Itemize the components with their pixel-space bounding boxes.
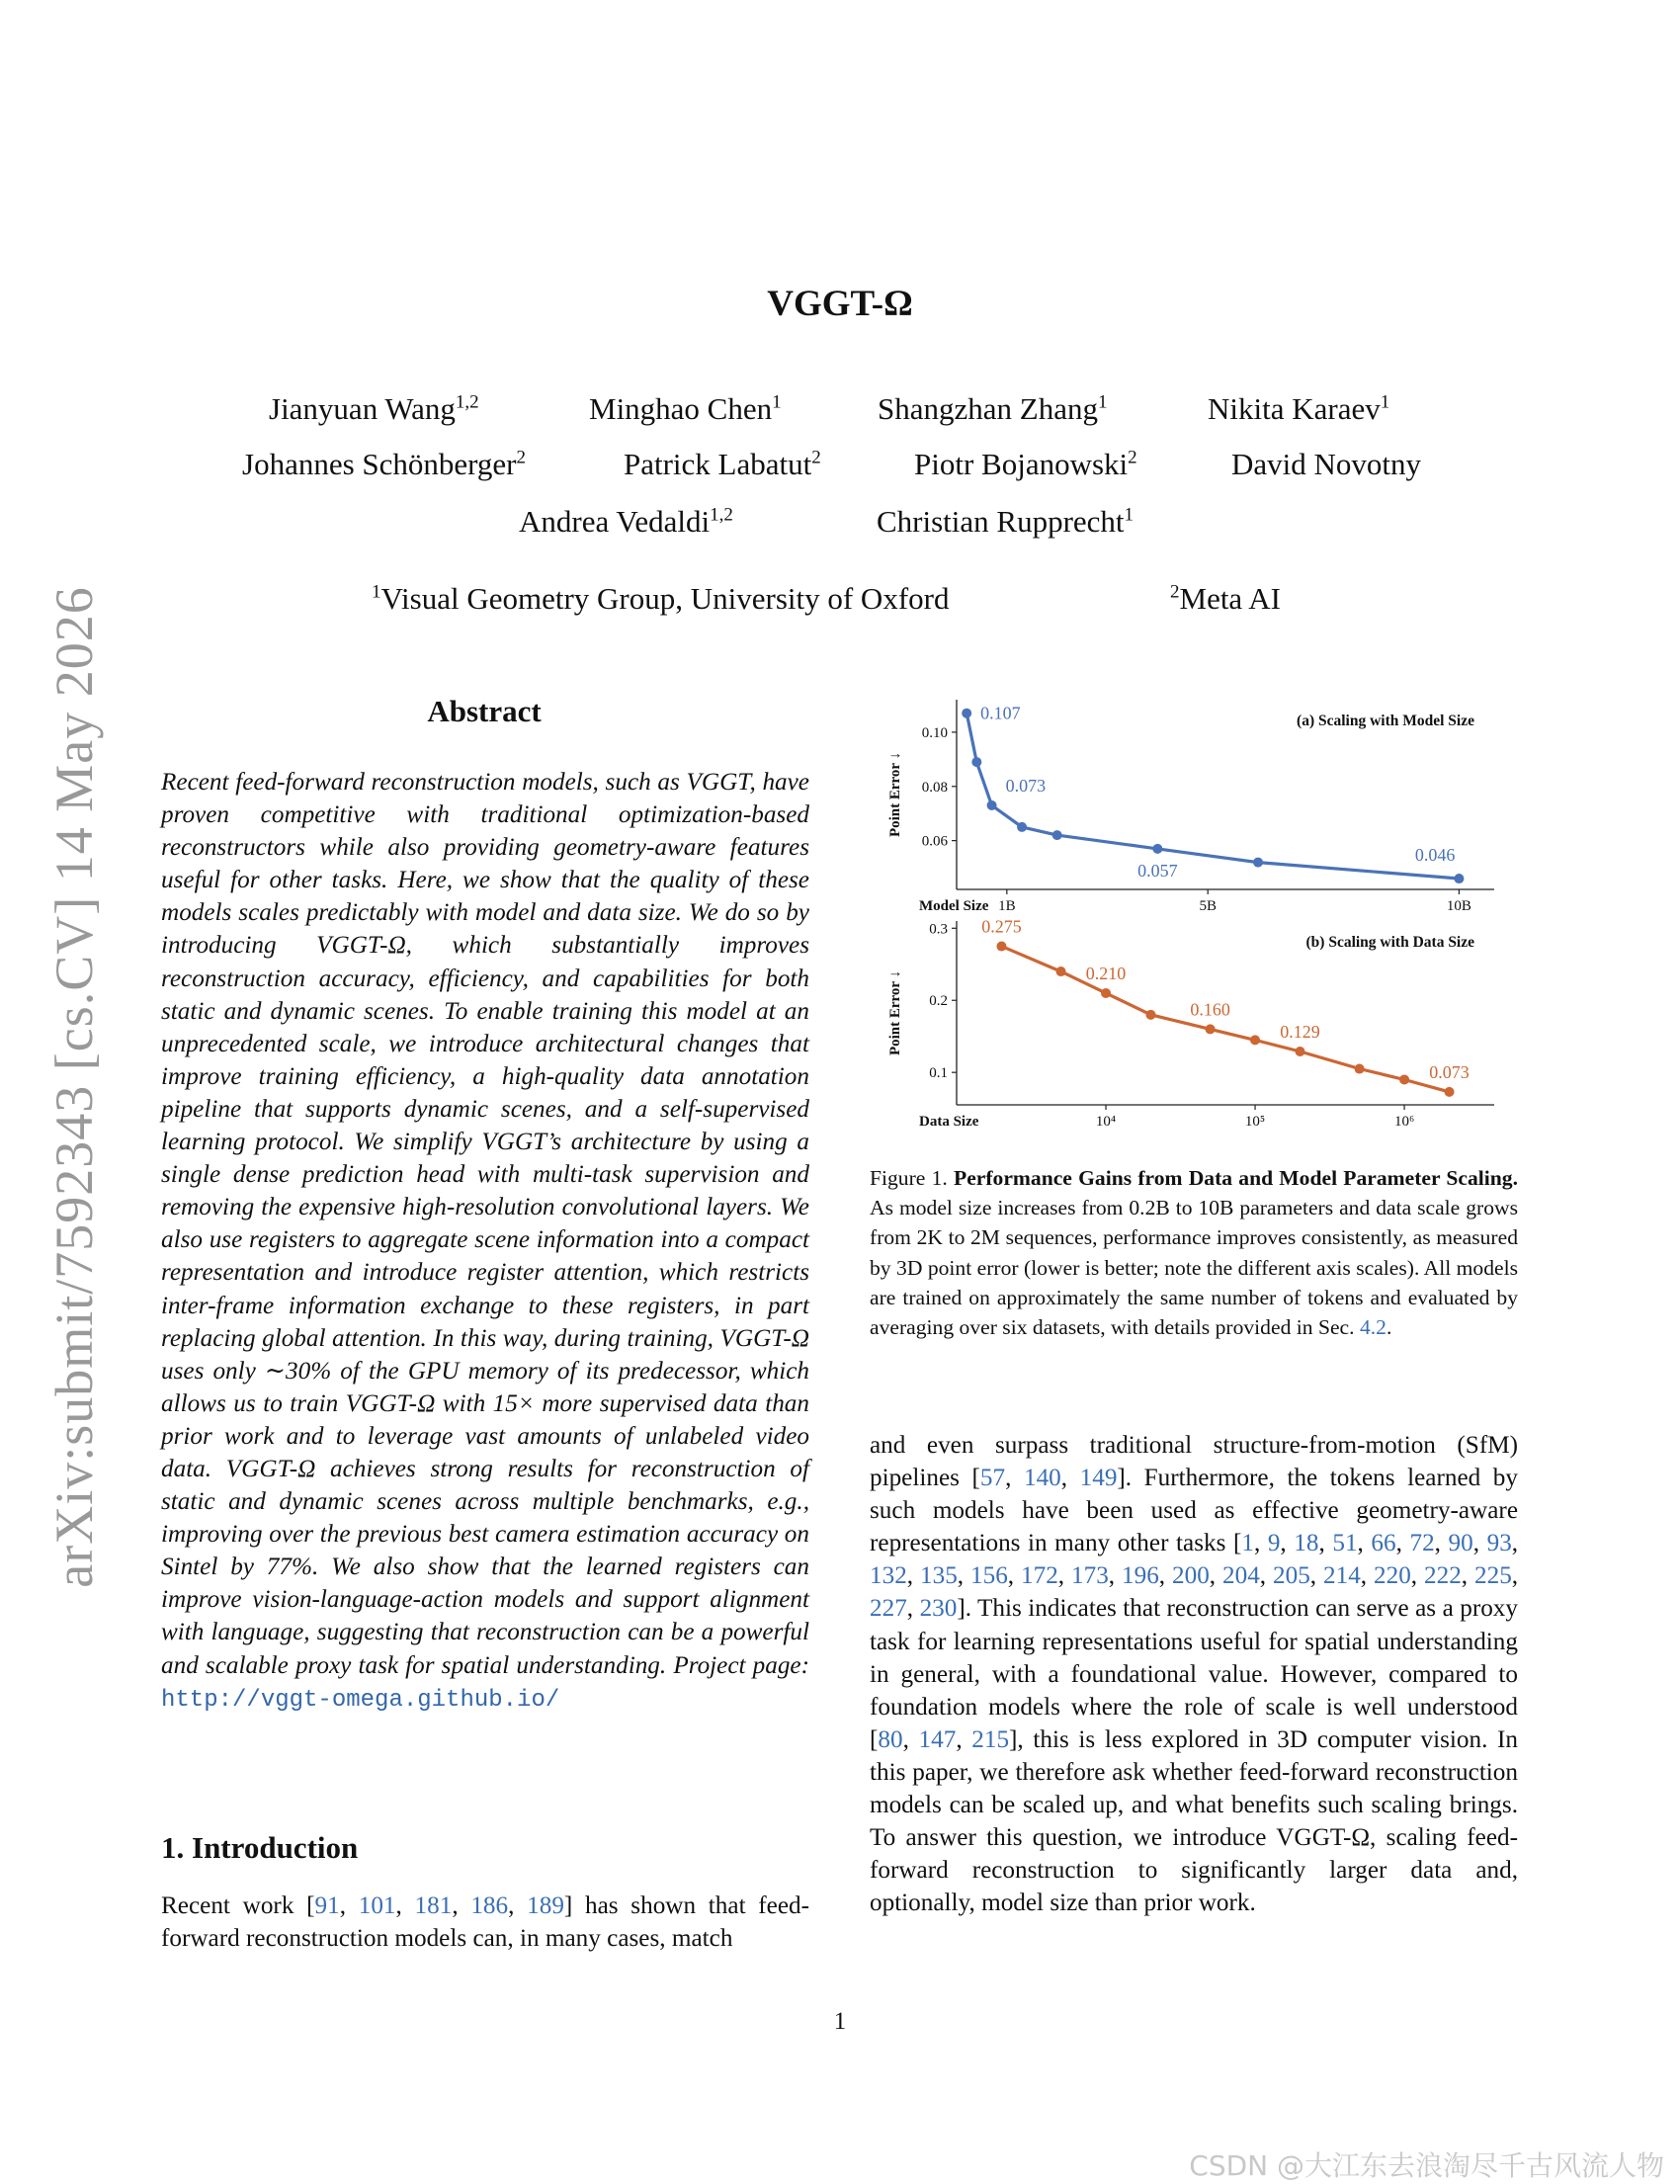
citation-link[interactable]: 205 xyxy=(1273,1562,1310,1590)
citation-link[interactable]: 1 xyxy=(1241,1530,1254,1557)
author: Jianyuan Wang$^{1,2}$ xyxy=(269,391,479,426)
citation-link[interactable]: 147 xyxy=(918,1725,957,1753)
chart-title: (a) Scaling with Model Size xyxy=(1297,713,1474,729)
x-tick-label: 1B xyxy=(998,898,1016,914)
data-label: 0.107 xyxy=(980,703,1021,723)
data-label: 0.057 xyxy=(1137,860,1178,881)
data-point xyxy=(1056,966,1066,976)
data-point xyxy=(996,942,1006,952)
citation-link[interactable]: 200 xyxy=(1172,1562,1210,1590)
chart-model-size xyxy=(887,700,1494,914)
x-tick-label: 10B xyxy=(1446,898,1471,914)
data-label: 0.160 xyxy=(1190,999,1230,1020)
data-point xyxy=(1250,1035,1260,1045)
citation-link[interactable]: 230 xyxy=(919,1595,958,1623)
citation-link[interactable]: 66 xyxy=(1371,1530,1396,1557)
data-label: 0.073 xyxy=(1005,775,1047,796)
citation-link[interactable]: 225 xyxy=(1474,1562,1512,1590)
author: David Novotny xyxy=(1231,447,1422,481)
citation-link[interactable]: 181 xyxy=(414,1892,453,1919)
data-label: 0.210 xyxy=(1085,963,1127,983)
y-axis-label: Point Error ↓ xyxy=(887,751,903,838)
chart-data-size xyxy=(887,917,1494,1130)
chart-title: (b) Scaling with Data Size xyxy=(1305,934,1474,951)
y-axis-label: Point Error ↓ xyxy=(887,969,903,1056)
data-point xyxy=(1052,830,1062,840)
data-point xyxy=(1253,858,1263,868)
citation-link[interactable]: 80 xyxy=(878,1725,903,1753)
arxiv-identifier: arXiv:submit/7592343 [cs.CV] 14 May 2026 xyxy=(44,586,104,1588)
data-point xyxy=(962,709,971,718)
citation-link[interactable]: 222 xyxy=(1424,1562,1462,1590)
citation-link[interactable]: 140 xyxy=(1023,1465,1061,1492)
data-label: 0.046 xyxy=(1414,845,1456,866)
watermark: CSDN @大江东去浪淘尽千古风流人物 xyxy=(1189,2149,1664,2182)
data-point xyxy=(1101,988,1111,998)
citation-link[interactable]: 227 xyxy=(870,1595,907,1623)
page-number: 1 xyxy=(833,2008,847,2035)
introduction-heading: 1. Introduction xyxy=(161,1830,359,1865)
affiliation: $^1$Visual Geometry Group, University of Oxford xyxy=(372,581,950,616)
citation-link[interactable]: 172 xyxy=(1021,1562,1058,1590)
citation-link[interactable]: 186 xyxy=(470,1892,509,1919)
data-point xyxy=(1017,822,1027,832)
data-point xyxy=(1296,1047,1305,1056)
citation-link[interactable]: 91 xyxy=(314,1892,340,1919)
y-tick-label: 0.10 xyxy=(921,724,948,741)
data-label: 0.275 xyxy=(981,916,1022,937)
y-tick-label: 0.2 xyxy=(929,993,948,1010)
series-line xyxy=(966,714,1459,879)
citation-link[interactable]: 101 xyxy=(358,1892,396,1919)
caption-title: Performance Gains from Data and Model Parameter Scaling. xyxy=(954,1166,1518,1190)
data-point xyxy=(1355,1064,1365,1074)
abstract-text: Recent feed-forward reconstruction models, such as VGGT, have proven competitive with traditional optimization-based reconstructors while also providing geometry-aware features useful for other tasks. Here, we show that the quality of these models scales predictably with model and data size. We do so by introducing VGGT-Ω, which substantially improves reconstruction accuracy, efficiency, and capabilities for both static and dynamic scenes. To enable training this model at an unprecedented scale, we introduce architectural changes that improve training efficiency, a high-quality data annotation pipeline that supports dynamic scenes, and a self-supervised learning protocol. We simplify VGGT’s architecture by using a single dense prediction head with multi-task supervision and removing the expensive high-resolution convolutional layers. We also use registers to aggregate scene information into a compact representation and introduce register attention, which restricts inter-frame information exchange to these registers, in part replacing global attention. In this way, during training, VGGT-Ω uses only ∼30% of the GPU memory of its predecessor, which allows us to train VGGT-Ω with 15× more supervised data than prior work and to leverage vast amounts of unlabeled video data. VGGT-Ω achieves strong results for reconstruction of static and dynamic scenes across multiple benchmarks, e.g., improving over the previous best camera estimation accuracy on Sintel by 77%. We also show that the learned registers can improve vision-language-action models and support alignment with language, suggesting that reconstruction can be a powerful and scalable proxy task for spatial understanding. xyxy=(161,769,809,1679)
citation-link[interactable]: 220 xyxy=(1374,1562,1411,1590)
citation-link[interactable]: 93 xyxy=(1486,1530,1512,1557)
project-page-label: Project page: xyxy=(673,1651,809,1679)
x-tick-label: 10⁵ xyxy=(1244,1114,1266,1130)
abstract-body xyxy=(161,766,809,1717)
x-tick-label: 10⁶ xyxy=(1393,1114,1415,1130)
citation-link[interactable]: 204 xyxy=(1222,1562,1260,1590)
y-tick-label: 0.08 xyxy=(921,779,948,796)
data-label: 0.129 xyxy=(1280,1022,1320,1043)
x-tick-label: 5B xyxy=(1199,898,1217,914)
section-reference[interactable]: 4.2 xyxy=(1359,1315,1386,1340)
citation-link[interactable]: 135 xyxy=(920,1562,958,1590)
author: Nikita Karaev$^1$ xyxy=(1208,391,1390,426)
y-tick-label: 0.3 xyxy=(929,921,948,938)
x-tick-label: 10⁴ xyxy=(1095,1114,1117,1130)
citation-link[interactable]: 51 xyxy=(1332,1530,1358,1557)
citation-link[interactable]: 57 xyxy=(979,1465,1006,1492)
author: Patrick Labatut$^2$ xyxy=(624,447,821,481)
abstract-heading: Abstract xyxy=(427,694,542,728)
citation-link[interactable]: 72 xyxy=(1409,1530,1435,1557)
author: Andrea Vedaldi$^{1,2}$ xyxy=(519,504,733,539)
right-column-paragraph: and even surpass traditional structure-from-motion (SfM) pipelines [57, 140, 149]. Furthermore, the tokens learned by such models have been used as effective geometry-aware representations in many other tasks [1, 9, 18, 51, 66, 72, 90, 93, 132, 135, 156, 172, 173, 196, 200, 204, 205, 214, 220, 222, 225, 227, 230]. This indicates that reconstruction can serve as a proxy task for learning representations useful for spatial understanding in general, with a foundational value. However, compared to foundation models where the role of scale is well understood [80, 147, 215], this is less explored in 3D computer vision. In this paper, we therefore ask whether feed-forward reconstruction models can be scaled up, and what benefits such scaling brings. To answer this question, we introduce VGGT-Ω, scaling feed-forward reconstruction to significantly larger data and, optionally, model size than prior work. xyxy=(870,1432,1519,1917)
author: Piotr Bojanowski$^2$ xyxy=(914,447,1137,481)
citation-link[interactable]: 214 xyxy=(1323,1562,1361,1590)
x-axis-label: Model Size xyxy=(919,898,989,914)
citation-link[interactable]: 156 xyxy=(970,1562,1008,1590)
author: Shangzhan Zhang$^1$ xyxy=(878,391,1108,426)
citation-link[interactable]: 18 xyxy=(1294,1530,1319,1557)
author: Christian Rupprecht$^1$ xyxy=(877,504,1134,539)
citation-link[interactable]: 132 xyxy=(870,1562,907,1590)
citation-link[interactable]: 9 xyxy=(1267,1530,1281,1557)
data-point xyxy=(1206,1024,1216,1034)
introduction-paragraph: Recent work [91, 101, 181, 186, 189] has shown that feed-forward reconstruction models can, in many cases, match xyxy=(161,1892,810,1953)
data-point xyxy=(987,800,997,810)
y-tick-label: 0.06 xyxy=(921,833,948,850)
affiliation: $^2$Meta AI xyxy=(1170,581,1281,616)
citation-link[interactable]: 215 xyxy=(971,1725,1010,1753)
citation-link[interactable]: 149 xyxy=(1079,1465,1118,1492)
data-point xyxy=(1445,1087,1455,1097)
citation-link[interactable]: 90 xyxy=(1448,1530,1473,1557)
data-point xyxy=(1145,1010,1155,1020)
data-point xyxy=(1454,874,1464,883)
x-axis-label: Data Size xyxy=(919,1114,979,1130)
figure-caption: Figure 1. Performance Gains from Data and Model Parameter Scaling. As model size increases from 0.2B to 10B parameters and data scale grows from 2K to 2M sequences, performance improves consistently, as measured by 3D point error (lower is better; note the different axis scales). All models are trained on approximately the same number of tokens and evaluated by averaging over six datasets, with details provided in Sec. 4.2. xyxy=(870,1166,1518,1340)
author: Johannes Schönberger$^2$ xyxy=(242,447,527,481)
data-point xyxy=(1399,1074,1409,1084)
data-point xyxy=(971,757,981,767)
y-tick-label: 0.1 xyxy=(929,1065,948,1082)
paper-title: VGGT-Ω xyxy=(767,284,913,324)
data-label: 0.073 xyxy=(1429,1061,1470,1082)
citation-link[interactable]: 189 xyxy=(527,1892,564,1919)
project-page-link[interactable]: http://vggt-omega.github.io/ xyxy=(161,1686,560,1714)
citation-link[interactable]: 173 xyxy=(1071,1562,1109,1590)
author: Minghao Chen$^1$ xyxy=(589,391,782,426)
data-point xyxy=(1152,844,1162,854)
citation-link[interactable]: 196 xyxy=(1122,1562,1159,1590)
figure-1 xyxy=(870,692,1518,1146)
